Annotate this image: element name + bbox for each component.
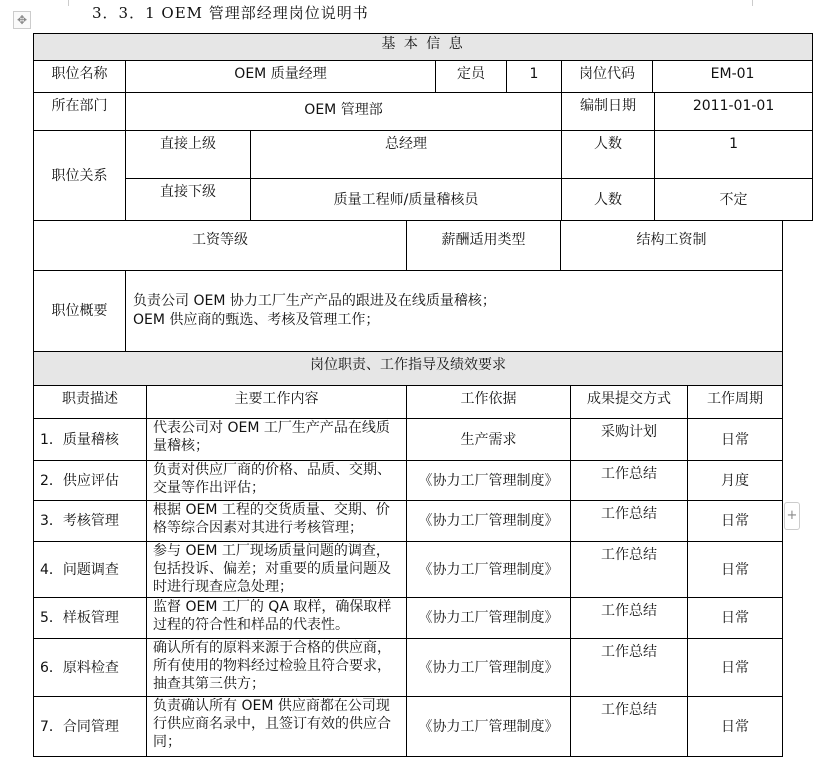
duty-name: 7．合同管理: [34, 697, 147, 757]
document-heading: 3．3．1 OEM 管理部经理岗位说明书: [92, 4, 369, 22]
duty-basis: 《协力工厂管理制度》: [407, 501, 571, 542]
margin-mark: [752, 0, 753, 6]
summary-line: 负责公司 OEM 协力工厂生产产品的跟进及在线质量稽核；: [133, 293, 496, 309]
duty-content: 参与 OEM 工厂现场质量问题的调查，包括投诉、偏差；对重要的质量问题及时进行现查应急处理；: [147, 542, 407, 598]
salary-grade-label: 工资等级: [34, 221, 407, 271]
table-move-handle-icon[interactable]: ✥: [13, 11, 31, 29]
duty-output: 工作总结: [571, 598, 688, 639]
salary-type-value: 结构工资制: [561, 221, 783, 271]
column-header: 成果提交方式: [571, 386, 688, 419]
duty-row: [34, 697, 783, 757]
department-label: 所在部门: [34, 93, 126, 131]
duty-basis: 《协力工厂管理制度》: [407, 461, 571, 501]
duties-header: 岗位职责、工作指导及绩效要求: [34, 352, 783, 386]
basic-info-header: 基 本 信 息: [34, 34, 813, 61]
duty-name: 4．问题调查: [34, 542, 147, 598]
subordinate-count-label: 人数: [562, 179, 655, 221]
date-value: 2011-01-01: [655, 93, 813, 131]
duty-row: [34, 419, 783, 461]
summary-label: 职位概要: [34, 271, 126, 352]
duties-table: [33, 385, 783, 757]
department-value: OEM 管理部: [126, 93, 562, 131]
duty-row: [34, 461, 783, 501]
column-header: 职责描述: [34, 386, 147, 419]
duty-name: 2．供应评估: [34, 461, 147, 501]
duty-output: 工作总结: [571, 542, 688, 598]
duty-cycle: 日常: [688, 598, 783, 639]
duty-cycle: 月度: [688, 461, 783, 501]
duty-cycle: 日常: [688, 639, 783, 697]
duty-row: [34, 501, 783, 542]
duty-name: 3．考核管理: [34, 501, 147, 542]
column-header: 主要工作内容: [147, 386, 407, 419]
duty-output: 工作总结: [571, 697, 688, 757]
summary-line: OEM 供应商的甄选、考核及管理工作；: [133, 312, 380, 328]
salary-table: [33, 220, 783, 271]
headcount-value: 1: [507, 61, 562, 93]
duty-cycle: 日常: [688, 419, 783, 461]
duty-basis: 生产需求: [407, 419, 571, 461]
position-name-value: OEM 质量经理: [126, 61, 436, 93]
column-header: 工作周期: [688, 386, 783, 419]
duty-content: 根据 OEM 工程的交货质量、交期、价格等综合因素对其进行考核管理；: [147, 501, 407, 542]
duty-name: 5．样板管理: [34, 598, 147, 639]
duty-content: 确认所有的原料来源于合格的供应商，所有使用的物料经过检验且符合要求，抽查其第三供方；: [147, 639, 407, 697]
margin-mark: [68, 0, 69, 6]
add-row-button[interactable]: +: [784, 502, 800, 530]
superior-count-value: 1: [655, 131, 813, 179]
duty-cycle: 日常: [688, 542, 783, 598]
column-header: 工作依据: [407, 386, 571, 419]
subordinate-value: 质量工程师/质量稽核员: [251, 179, 562, 221]
duty-basis: 《协力工厂管理制度》: [407, 542, 571, 598]
duty-content: 负责对供应厂商的价格、品质、交期、交量等作出评估；: [147, 461, 407, 501]
duty-cycle: 日常: [688, 501, 783, 542]
summary-table: [33, 270, 783, 386]
duty-row: [34, 639, 783, 697]
headcount-label: 定员: [436, 61, 507, 93]
position-name-label: 职位名称: [34, 61, 126, 93]
subordinate-label: 直接下级: [126, 179, 251, 221]
salary-type-label: 薪酬适用类型: [407, 221, 561, 271]
position-code-value: EM-01: [653, 61, 813, 93]
superior-label: 直接上级: [126, 131, 251, 179]
duty-name: 1．质量稽核: [34, 419, 147, 461]
duty-row: [34, 542, 783, 598]
date-label: 编制日期: [562, 93, 655, 131]
position-code-label: 岗位代码: [562, 61, 653, 93]
duty-output: 工作总结: [571, 461, 688, 501]
basic-info-table: [33, 33, 813, 221]
relation-label: 职位关系: [34, 131, 126, 221]
duty-basis: 《协力工厂管理制度》: [407, 639, 571, 697]
superior-count-label: 人数: [562, 131, 655, 179]
subordinate-count-value: 不定: [655, 179, 813, 221]
duty-output: 采购计划: [571, 419, 688, 461]
duty-content: 代表公司对 OEM 工厂生产产品在线质量稽核；: [147, 419, 407, 461]
duty-output: 工作总结: [571, 639, 688, 697]
duty-name: 6．原料检查: [34, 639, 147, 697]
superior-value: 总经理: [251, 131, 562, 179]
duty-basis: 《协力工厂管理制度》: [407, 697, 571, 757]
duty-row: [34, 598, 783, 639]
duty-output: 工作总结: [571, 501, 688, 542]
duty-basis: 《协力工厂管理制度》: [407, 598, 571, 639]
duty-content: 负责确认所有 OEM 供应商都在公司现行供应商名录中，且签订有效的供应合同；: [147, 697, 407, 757]
duty-cycle: 日常: [688, 697, 783, 757]
duty-content: 监督 OEM 工厂的 QA 取样，确保取样过程的符合性和样品的代表性。: [147, 598, 407, 639]
